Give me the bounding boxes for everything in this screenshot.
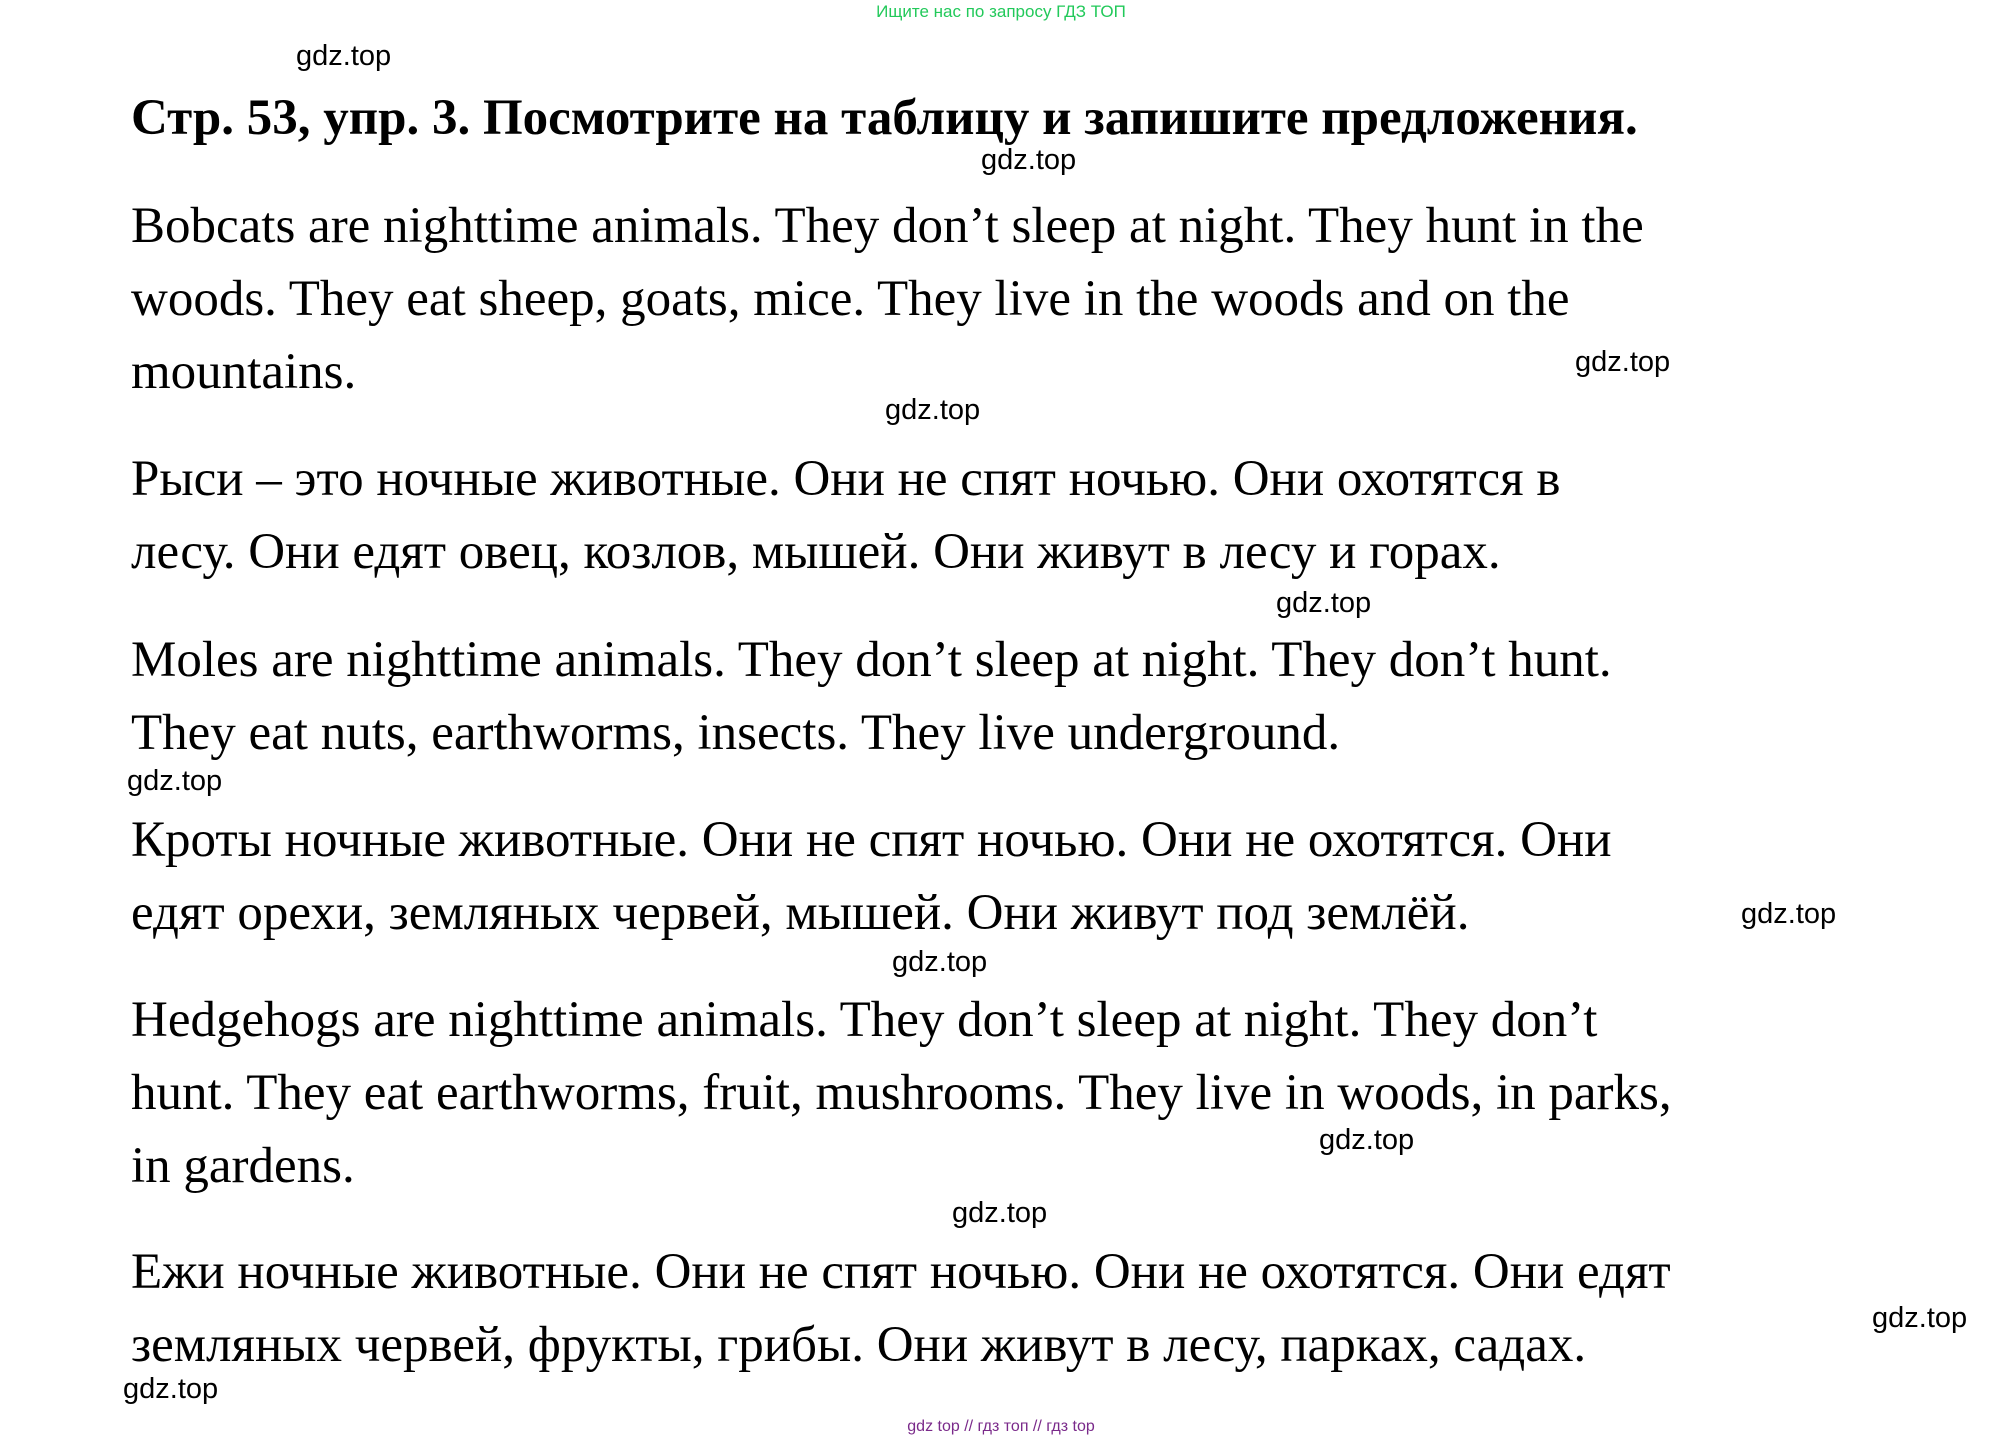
watermark: gdz.top xyxy=(1276,587,1372,619)
text-line: Hedgehogs are nighttime animals. They don’t sleep at night. They don’t xyxy=(131,992,1598,1048)
watermark: gdz.top xyxy=(952,1197,1048,1229)
watermark: gdz.top xyxy=(885,394,981,426)
text-line: woods. They eat sheep, goats, mice. They live in the woods and on the xyxy=(131,271,1570,327)
text-line: Moles are nighttime animals. They don’t sleep at night. They don’t hunt. xyxy=(131,632,1612,688)
paragraph-hedgehogs-en xyxy=(131,984,1672,1203)
top-banner: Ищите нас по запросу ГДЗ ТОП xyxy=(876,2,1126,21)
watermark: gdz.top xyxy=(296,40,392,72)
text-line: mountains. xyxy=(131,344,357,400)
watermark: gdz.top xyxy=(1741,898,1837,930)
paragraph-bobcats-en xyxy=(131,190,1644,409)
text-line: лесу. Они едят овец, козлов, мышей. Они живут в лесу и горах. xyxy=(131,524,1501,580)
text-line: Кроты ночные животные. Они не спят ночью. Они не охотятся. Они xyxy=(131,812,1612,868)
text-line: Ежи ночные животные. Они не спят ночью. Они не охотятся. Они едят xyxy=(131,1244,1671,1300)
watermark: gdz.top xyxy=(127,765,223,797)
paragraph-moles-ru xyxy=(131,804,1612,950)
text-line: in gardens. xyxy=(131,1138,355,1194)
paragraph-moles-en xyxy=(131,624,1612,770)
watermark: gdz.top xyxy=(123,1373,219,1405)
paragraph-hedgehogs-ru xyxy=(131,1236,1671,1382)
footer-text: gdz top // гдз топ // гдз top xyxy=(907,1418,1095,1435)
text-line: Bobcats are nighttime animals. They don’t sleep at night. They hunt in the xyxy=(131,198,1644,254)
paragraph-bobcats-ru xyxy=(131,443,1560,589)
watermark: gdz.top xyxy=(892,946,988,978)
text-line: They eat nuts, earthworms, insects. They live underground. xyxy=(131,705,1341,761)
text-line: Рыси – это ночные животные. Они не спят ночью. Они охотятся в xyxy=(131,451,1561,507)
text-line: земляных червей, фрукты, грибы. Они живут в лесу, парках, садах. xyxy=(131,1317,1587,1373)
watermark: gdz.top xyxy=(1872,1302,1968,1334)
watermark: gdz.top xyxy=(1319,1124,1415,1156)
text-line: hunt. They eat earthworms, fruit, mushrooms. They live in woods, in parks, xyxy=(131,1065,1672,1121)
watermark: gdz.top xyxy=(1575,346,1671,378)
watermark: gdz.top xyxy=(981,144,1077,176)
text-line: едят орехи, земляных червей, мышей. Они живут под землёй. xyxy=(131,885,1470,941)
page-title: Стр. 53, упр. 3. Посмотрите на таблицу и запишите предложения. xyxy=(131,90,1638,146)
